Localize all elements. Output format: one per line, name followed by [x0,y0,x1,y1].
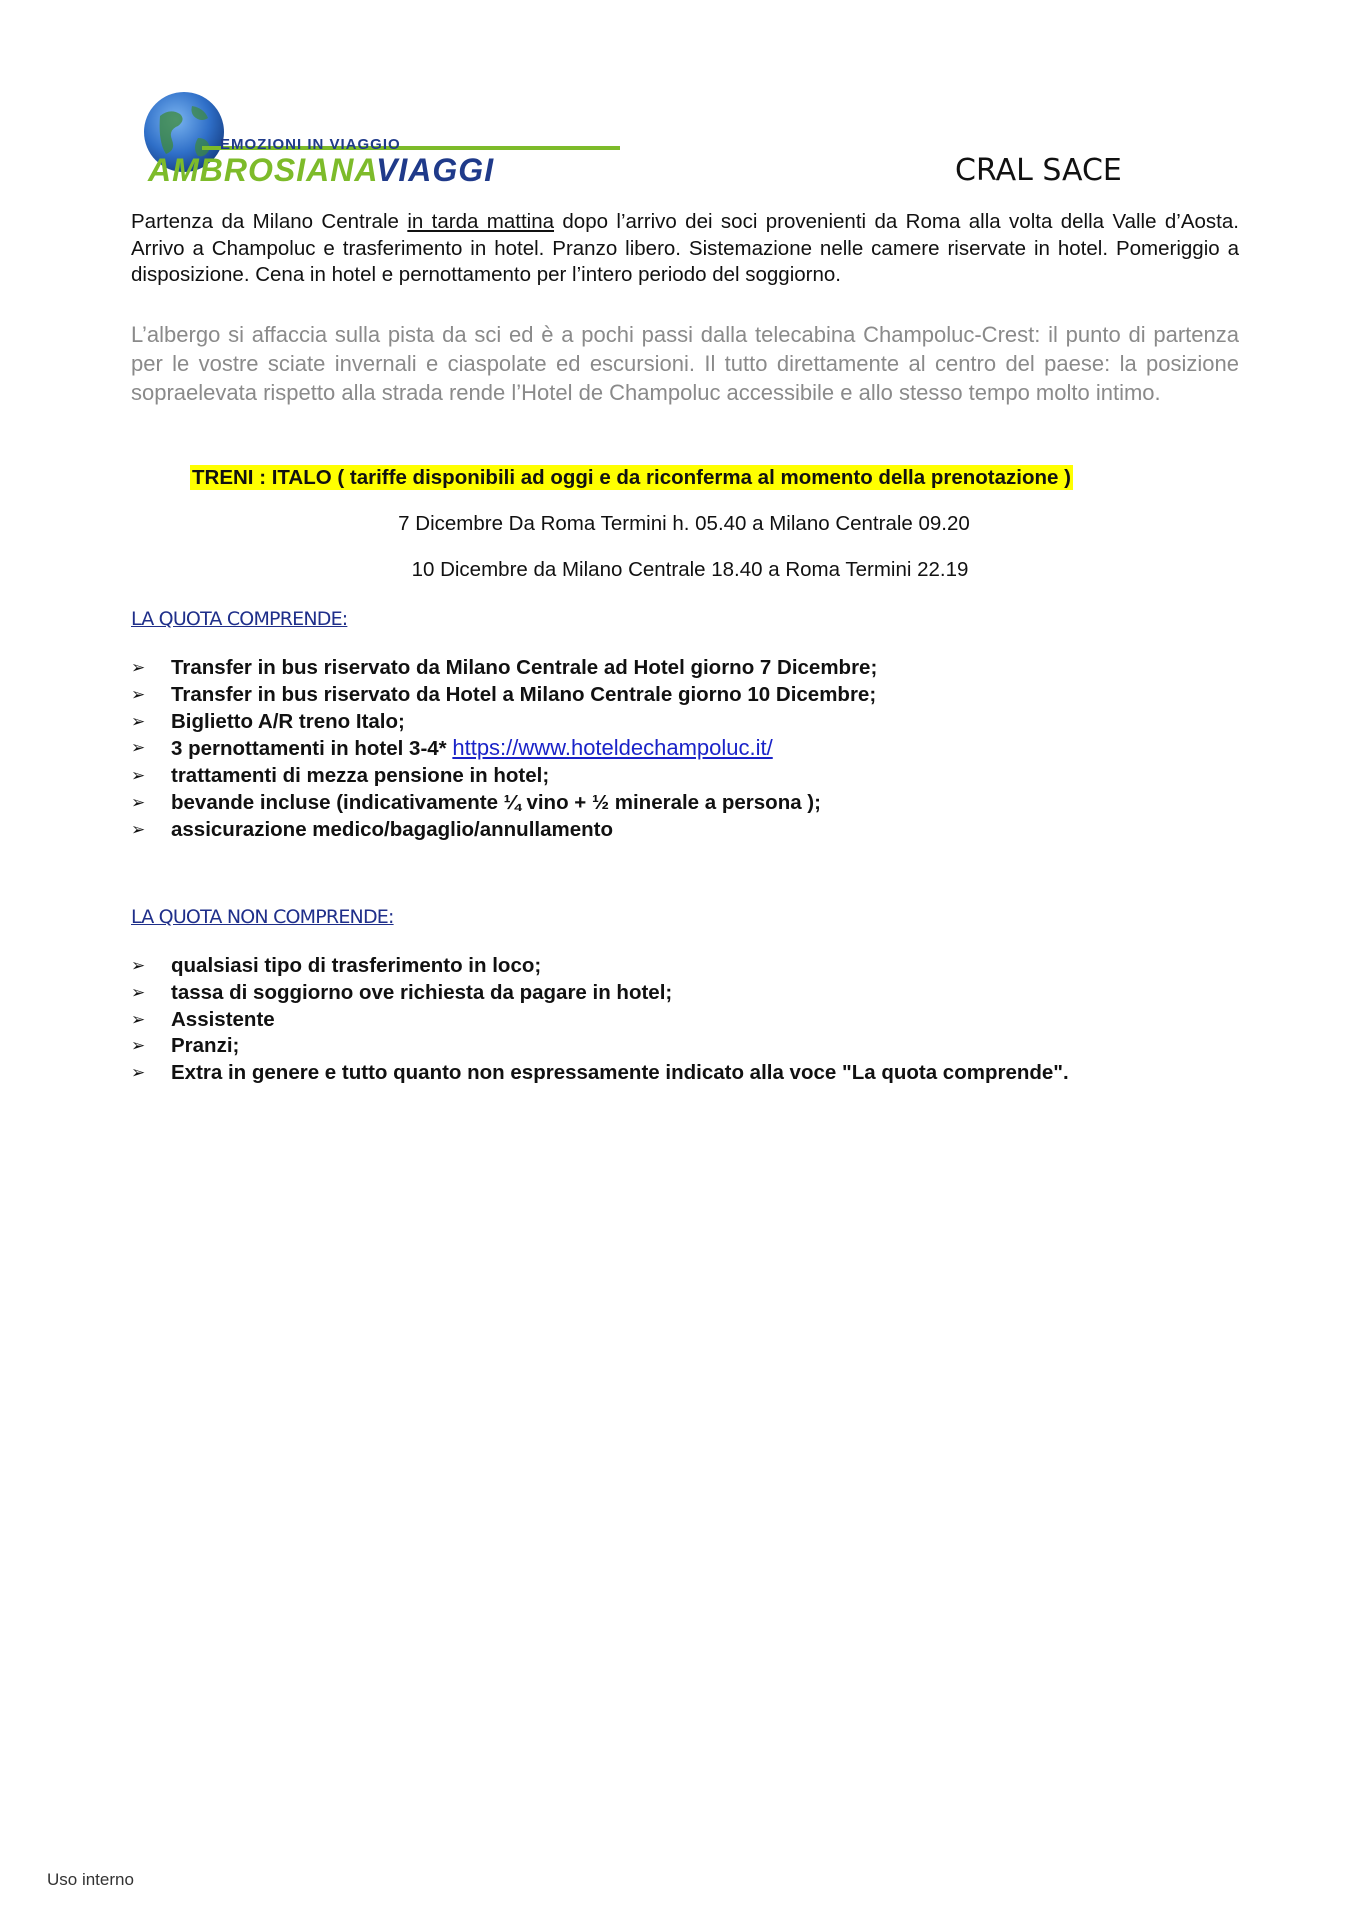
bullet-arrow-icon: ➢ [131,1009,146,1029]
intro-after: dopo l’arrivo dei soci provenienti da Roma alla volta della Valle d’Aosta. Arrivo a Champoluc e trasferimento in hotel. Pranzo libero. Sistemazione nelle camere riservate in hotel. Pomeriggio a disposizione. Cena in hotel e pernottamento per l’intero periodo del soggiorno. [131,210,1239,286]
list-item: ➢ 3 pernottamenti in hotel 3-4* https://www.hoteldechampoluc.it/ [131,735,773,761]
list-item: ➢ assicurazione medico/bagaglio/annullamento [131,817,877,844]
list-item: ➢ qualsiasi tipo di trasferimento in loco; [131,953,1069,980]
train-outbound: 7 Dicembre Da Roma Termini h. 05.40 a Milano Centrale 09.20 [398,512,970,535]
bullet-arrow-icon: ➢ [131,684,146,704]
intro-before: Partenza da Milano Centrale [131,210,408,233]
bullet-arrow-icon: ➢ [131,982,146,1002]
list-item: ➢ Extra in genere e tutto quanto non espressamente indicato alla voce "La quota comprende". [131,1060,1069,1087]
bullet-arrow-icon: ➢ [131,766,146,786]
excludes-list [131,953,1069,1087]
hotel-description: L’albergo si affaccia sulla pista da sci ed è a pochi passi dalla telecabina Champoluc-Crest: il punto di partenza per le vostre sciate invernali e ciaspolate ed escursioni. Il tutto direttamente al centro del paese: la posizione sopraelevata rispetto alla strada rende l’Hotel de Champoluc accessibile e allo stesso tempo molto intimo. [131,322,1239,405]
excludes-heading: LA QUOTA NON COMPRENDE: [131,906,394,928]
logo-brand-part2: VIAGGI [376,152,495,188]
bullet-arrow-icon: ➢ [131,819,146,839]
list-item: ➢ Transfer in bus riservato da Milano Centrale ad Hotel giorno 7 Dicembre; [131,655,877,682]
bullet-arrow-icon: ➢ [131,956,146,975]
list-item: ➢ Pranzi; [131,1033,1069,1060]
list-item: ➢ Transfer in bus riservato da Hotel a Milano Centrale giorno 10 Dicembre; [131,682,877,709]
list-item: ➢ trattamenti di mezza pensione in hotel; [131,763,877,790]
bullet-arrow-icon: ➢ [131,792,146,812]
list-item: ➢ Biglietto A/R treno Italo; [131,709,877,736]
list-item: ➢ Assistente [131,1007,1069,1034]
bullet-arrow-icon: ➢ [131,658,146,677]
train-return: 10 Dicembre da Milano Centrale 18.40 a Roma Termini 22.19 [411,558,969,581]
org-title: CRAL SACE [955,153,1122,188]
bullet-arrow-icon: ➢ [131,711,146,731]
bullet-arrow-icon: ➢ [131,738,146,758]
trains-title: TRENI : ITALO ( tariffe disponibili ad oggi e da riconferma al momento della prenotazione ) [192,466,1071,489]
list-item: ➢ bevande incluse (indicativamente ¼ vino + ½ minerale a persona ); [131,790,877,817]
includes-heading: LA QUOTA COMPRENDE: [131,608,348,630]
includes-list [131,655,877,844]
bullet-arrow-icon: ➢ [131,1063,146,1083]
logo-brand-part1: AMBROSIANA [148,152,377,188]
intro-underlined: in tarda mattina [407,210,555,233]
logo-tagline: EMOZIONI IN VIAGGIO [220,136,401,153]
hotel-link[interactable]: https://www.hoteldechampoluc.it/ [452,735,773,761]
logo-brand [148,152,494,189]
intro-paragraph [131,209,1239,289]
list-item: ➢ tassa di soggiorno ove richiesta da pagare in hotel; [131,980,1069,1007]
bullet-arrow-icon: ➢ [131,1036,146,1056]
footer-label: Uso interno [47,1870,134,1889]
